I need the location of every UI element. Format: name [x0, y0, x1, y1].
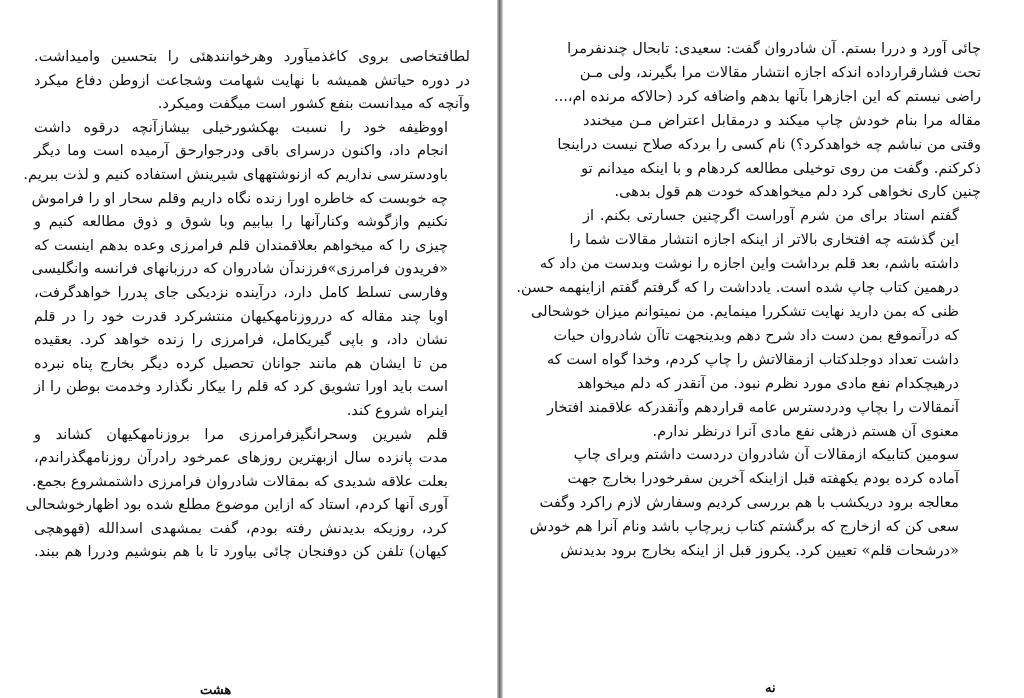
left-page — [0, 0, 497, 698]
text-line: است باید اورا تشویق کرد که قلم را بیکار نگذارد وخدمت بوطن را از — [34, 378, 448, 396]
text-line: که درآنموقع بمن دست داد شرح دهم وبدینجهت تاآن شادروان حیات — [553, 326, 959, 344]
text-line: وفارسی تسلط کامل دارد، درآینده نزدیکی جای پدررا خواهدگرفت، — [34, 283, 448, 301]
paragraph — [25, 423, 470, 565]
text-line: ظنی که بمن دارید نهایت تشکررا مینمایم. من نمیتوانم میزان خوشحالی — [530, 302, 959, 320]
text-line: راضی نیستم که این اجازهرا بآنها بدهم واضافه کرد (حالاکه مرنده ام،... — [554, 87, 981, 105]
text-line: معالجه برود دریکشب با هم بررسی کردیم وسفارش لازم راکرد وگفت — [539, 494, 959, 512]
text-line: داشته باشم، بعد قلم برداشت واین اجازه را نوشت وبدست من داد که — [539, 255, 959, 273]
text-line: من تا ایشان هم مانند جوانان تحصیل کرده دیگر بخارج پناه نبرده — [34, 354, 448, 372]
text-line: «درشحات قلم» تعیین کرد. یکروز قبل از اینکه بخارج برود بدیدنش — [560, 542, 959, 560]
text-line: ذکرکنم. وگفت من روی توخیلی مطالعه کردهام و با اینکه میدانم تو — [581, 159, 981, 177]
text-line: سومین کتابیکه ازمقالات آن شادروان دردست داشتم وبرای چاپ — [573, 446, 959, 464]
right-page — [503, 0, 1024, 698]
text-line: کرد، روزیکه بدیدنش رفته بودم، گفت بمشهدی اسدالله (قهوهچی — [34, 519, 448, 537]
text-line: در دوره حیاتش همیشه با نهایت شهامت وشجاعت ازوطن دفاع میکرد — [34, 71, 470, 89]
text-line: چائی آورد و دررا بستم. آن شادروان گفت: سعیدی: تابحال چندنفرمرا — [567, 40, 981, 57]
text-line: معنوی آن هستم ذرهئی نفع مادی آنرا درنظر ندارم. — [652, 422, 959, 440]
paragraph — [516, 204, 981, 443]
paragraph — [34, 45, 470, 116]
text-line: چنین کاری نخواهی کرد دلم میخواهدکه خودت هم قول بدهی. — [614, 183, 981, 201]
text-line: باودسترسی نداریم که ازنوشتههای شیرینش استفاده کنیم و لذت ببریم. — [23, 165, 448, 183]
text-line: چه خوبست که خاطره اورا زنده نگاه داریم وقلم سحار او را فراموش — [31, 189, 448, 207]
paragraph — [554, 37, 981, 204]
left-page-text — [23, 45, 470, 564]
text-line: گفتم استاد برای من شرم آوراست اگرچنین جسارتی بکنم. از — [583, 207, 959, 225]
text-line: تحت فشارقرارداده اندکه اجازه انتشار مقالات مرا بگیرند، ولی مـن — [579, 63, 981, 81]
text-line: این گذشته چه افتخاری بالاتر از اینکه اجازه انتشار مقالات شما را — [569, 231, 959, 249]
text-line: درهمین کتاب چاپ شده است. یادداشت را که گرفتم گفتم ازاینهمه حسن. — [516, 279, 959, 297]
text-line: وآنچه که میدانست بنفع کشور است میگفت ومیکرد. — [157, 95, 470, 113]
text-line: نکنیم وازگوشه وکنارآنها را بیابیم وبا شوق و ذوق مطالعه کنیم و — [34, 213, 448, 231]
text-line: آنمقالات را بچاپ ودردسترس عامه قراردهم وآنقدرکه علاقمند افتخار — [546, 398, 959, 416]
text-line: «فریدون فرامرزی»فرزندآن شادروان که درزبانهای فرانسه وانگلیسی — [31, 260, 448, 278]
page-number: نه — [765, 681, 776, 696]
right-page-text — [516, 37, 981, 563]
text-line: داشت تعداد دوجلدکتاب ازمقالاتش را چاپ کردم، وخدا گواه است که — [546, 350, 959, 368]
paragraph — [529, 443, 981, 563]
page-number: هشت — [200, 683, 232, 698]
text-line: اووظیفه خود را نسبت بهکشورخیلی بیشازآنچه درقوه داشت — [34, 118, 448, 136]
text-line: درهیچکدام نفع مادی مورد نظرم نبود. من آنقدر که دلم میخواهد — [577, 374, 959, 392]
paragraph — [23, 116, 470, 423]
text-line: کیهان) تلفن کن دوفنجان چائی بیاورد تا با هم بنوشیم ودررا هم ببند. — [34, 543, 448, 561]
text-line: آوری آنها کردم، استاد که ازاین موضوع مطلع شده بود اظهارخوشحالی — [25, 496, 448, 514]
text-line: بعلت علاقه شدیدی که بمقالات شادروان فرامرزی داشتمشروع بجمع. — [31, 472, 448, 490]
text-line: وقتی من نباشم چه خواهدکرد؟) نام کسی را بردکه صلاح نیست دراینجا — [557, 135, 981, 153]
text-line: لطافتخاصی بروی کاغذمیآورد وهرخوانندهئی را بتحسین وامیداشت. — [34, 48, 470, 65]
text-line: اینراه شروع کند. — [346, 401, 448, 419]
text-line: چیزی را که میخواهم بعلاقمندان قلم فرامرزی وعده بدهم اینست که — [34, 236, 448, 254]
text-line: انجام داد، واکنون درسرای باقی ودرجوارحق آرمیده است وما دیگر — [34, 142, 448, 160]
text-line: سعی کن که ازخارج که برگشتم کتاب زیرچاپ باشد ونام آنرا هم خودش — [529, 518, 959, 536]
text-line: آماده کرده بودم یکهفته قبل ازاینکه آخرین سفرخودرا بخارج جهت — [567, 470, 959, 488]
text-line: اوبا چند مقاله که درروزنامهکیهان منتشرکرد قدرت خود را در قلم — [34, 307, 448, 325]
text-line: مدت پانزده سال ازبهترین روزهای عمرخود رادرآن روزنامهگذراندم، — [34, 449, 448, 467]
text-line: مقاله مرا بنام خودش چاپ میکند و درمقابل اعتراض مـن میخندد — [583, 111, 981, 129]
text-line: نشان داد، و باپی گیریکامل، فرامرزی را زنده خواهد کرد. بعقیده — [34, 331, 448, 349]
text-line: قلم شیرین وسحرانگیزفرامرزی مرا بروزنامهکیهان کشاند و — [34, 425, 448, 443]
